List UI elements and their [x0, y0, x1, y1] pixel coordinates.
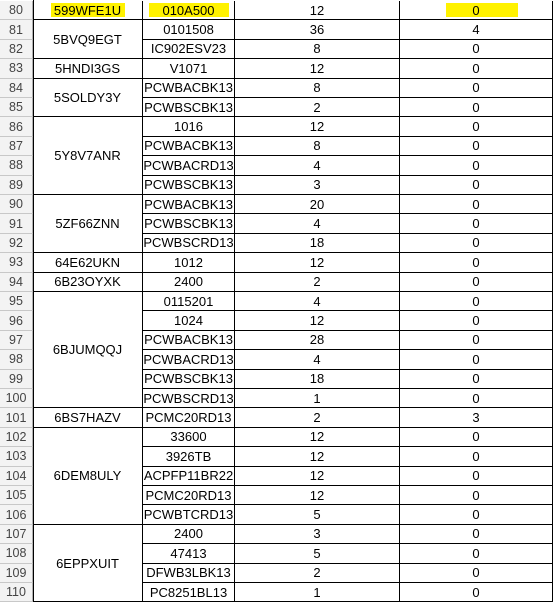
qty-cell[interactable] — [235, 137, 400, 156]
qty-cell-text: 5 — [313, 507, 321, 523]
id-cell-text: 5BVQ9EGT — [53, 31, 122, 47]
code-cell[interactable] — [143, 525, 235, 544]
row-header-text: 108 — [5, 546, 27, 561]
row-header[interactable] — [0, 292, 33, 311]
code-cell[interactable] — [143, 292, 235, 311]
id-cell-text: 5HNDI3GS — [54, 60, 121, 76]
value-cell[interactable] — [400, 234, 553, 253]
qty-cell-text: 5 — [313, 545, 321, 561]
code-cell-text: PCWBSCRD13 — [143, 390, 234, 406]
row-header[interactable] — [0, 331, 33, 350]
row-header-text: 84 — [9, 80, 23, 95]
value-cell-text: 0 — [472, 313, 480, 329]
value-cell-text: 0 — [472, 371, 480, 387]
value-cell[interactable] — [400, 79, 553, 98]
qty-cell[interactable] — [235, 467, 400, 486]
row-header[interactable] — [0, 1, 33, 20]
qty-cell-text: 12 — [309, 468, 325, 484]
code-cell[interactable] — [143, 428, 235, 447]
code-cell-text: 3926TB — [165, 448, 212, 464]
qty-cell-text: 36 — [309, 22, 325, 38]
qty-cell-text: 12 — [309, 487, 325, 503]
qty-cell[interactable] — [235, 525, 400, 544]
value-cell[interactable] — [400, 350, 553, 369]
qty-cell[interactable] — [235, 79, 400, 98]
code-cell[interactable] — [143, 505, 235, 524]
code-cell-text: PC8251BL13 — [149, 584, 228, 600]
row-header-text: 96 — [9, 313, 23, 328]
qty-cell-text: 1 — [313, 390, 321, 406]
value-cell[interactable] — [400, 544, 553, 563]
qty-cell[interactable] — [235, 389, 400, 408]
row-header-text: 104 — [5, 468, 27, 483]
code-cell[interactable] — [143, 20, 235, 39]
value-cell-text: 0 — [472, 216, 480, 232]
row-header-text: 91 — [9, 216, 23, 231]
value-cell[interactable] — [400, 311, 553, 330]
code-cell-text: PCWBACBK13 — [144, 138, 233, 154]
value-cell-text: 0 — [472, 390, 480, 406]
code-cell-text: PCWBACBK13 — [144, 196, 233, 212]
code-cell-text: 1024 — [174, 313, 203, 329]
value-cell-text: 0 — [472, 487, 480, 503]
row-header-text: 92 — [9, 235, 23, 250]
code-cell[interactable] — [143, 214, 235, 233]
value-cell[interactable] — [400, 447, 553, 466]
qty-cell[interactable] — [235, 98, 400, 117]
code-cell-text: 47413 — [170, 545, 207, 561]
qty-cell[interactable] — [235, 20, 400, 39]
qty-cell[interactable] — [235, 544, 400, 563]
qty-cell[interactable] — [235, 505, 400, 524]
row-header[interactable] — [0, 428, 33, 447]
qty-cell[interactable] — [235, 195, 400, 214]
row-header-text: 98 — [9, 352, 23, 367]
id-cell[interactable] — [33, 525, 143, 602]
value-cell[interactable] — [400, 137, 553, 156]
row-header-text: 81 — [9, 22, 23, 37]
qty-cell[interactable] — [235, 234, 400, 253]
value-cell[interactable] — [400, 467, 553, 486]
value-cell-text: 0 — [472, 351, 480, 367]
row-header-text: 110 — [6, 585, 26, 600]
qty-cell[interactable] — [235, 176, 400, 195]
value-cell-text: 0 — [472, 274, 480, 290]
value-cell-text: 0 — [472, 429, 480, 445]
value-cell[interactable] — [400, 370, 553, 389]
code-cell[interactable] — [143, 486, 235, 505]
qty-cell[interactable] — [235, 1, 400, 20]
qty-cell[interactable] — [235, 350, 400, 369]
code-cell-text: PCMC20RD13 — [145, 487, 232, 503]
code-cell[interactable] — [143, 40, 235, 59]
row-header-text: 80 — [9, 3, 23, 18]
value-cell[interactable] — [400, 117, 553, 136]
value-cell[interactable] — [400, 525, 553, 544]
value-cell-text: 0 — [472, 507, 480, 523]
qty-cell[interactable] — [235, 156, 400, 175]
qty-cell[interactable] — [235, 486, 400, 505]
code-cell-text: 010A500 — [162, 2, 215, 18]
row-header[interactable] — [0, 467, 33, 486]
id-cell[interactable] — [33, 408, 143, 427]
code-cell-text: PCWBACRD13 — [143, 351, 234, 367]
code-cell-text: PCWBSCRD13 — [143, 235, 234, 251]
row-header-text: 99 — [9, 371, 23, 386]
id-cell[interactable] — [33, 292, 143, 408]
id-cell-text: 6DEM8ULY — [53, 468, 122, 484]
id-cell-text: 64E62UKN — [54, 254, 121, 270]
row-header-text: 109 — [5, 565, 27, 580]
code-cell[interactable] — [143, 311, 235, 330]
code-cell[interactable] — [143, 544, 235, 563]
id-cell-text: 6EPPXUIT — [56, 555, 119, 571]
row-header-text: 97 — [9, 332, 23, 347]
value-cell-text: 0 — [472, 80, 480, 96]
row-header[interactable] — [0, 389, 33, 408]
id-cell[interactable] — [33, 195, 143, 253]
code-cell[interactable] — [143, 195, 235, 214]
row-header[interactable] — [0, 544, 33, 563]
row-header[interactable] — [0, 117, 33, 136]
row-header-text: 90 — [9, 197, 23, 212]
value-cell-text: 0 — [472, 448, 480, 464]
qty-cell[interactable] — [235, 447, 400, 466]
row-header[interactable] — [0, 98, 33, 117]
code-cell[interactable] — [143, 331, 235, 350]
code-cell[interactable] — [143, 447, 235, 466]
row-header-text: 82 — [9, 41, 23, 56]
value-cell[interactable] — [400, 1, 553, 20]
qty-cell[interactable] — [235, 311, 400, 330]
qty-cell[interactable] — [235, 292, 400, 311]
qty-cell-text: 3 — [313, 526, 321, 542]
code-cell[interactable] — [143, 350, 235, 369]
value-cell[interactable] — [400, 428, 553, 447]
id-cell-text: 6BJUMQQJ — [52, 342, 123, 358]
code-cell[interactable] — [143, 79, 235, 98]
row-header[interactable] — [0, 564, 33, 583]
row-header[interactable] — [0, 273, 33, 292]
row-header-text: 102 — [5, 429, 27, 444]
code-cell[interactable] — [143, 370, 235, 389]
row-header-text: 87 — [9, 138, 23, 153]
value-cell[interactable] — [400, 195, 553, 214]
value-cell-text: 0 — [472, 584, 480, 600]
row-header[interactable] — [0, 20, 33, 39]
qty-cell-text: 18 — [309, 235, 325, 251]
value-cell-text: 4 — [472, 22, 480, 38]
value-cell-text: 0 — [472, 138, 480, 154]
code-cell[interactable] — [143, 156, 235, 175]
value-cell-text: 0 — [472, 545, 480, 561]
value-cell-text: 0 — [472, 235, 480, 251]
qty-cell[interactable] — [235, 40, 400, 59]
code-cell-text: PCWBACBK13 — [144, 80, 233, 96]
code-cell-text: 1012 — [174, 254, 203, 270]
row-header[interactable] — [0, 408, 33, 427]
value-cell[interactable] — [400, 486, 553, 505]
id-cell[interactable] — [33, 59, 143, 78]
row-header[interactable] — [0, 447, 33, 466]
value-cell[interactable] — [400, 176, 553, 195]
code-cell-text: PCWBSCBK13 — [144, 99, 233, 115]
value-cell-text: 0 — [472, 565, 480, 581]
row-header[interactable] — [0, 311, 33, 330]
qty-cell-text: 8 — [313, 138, 321, 154]
qty-cell-text: 28 — [309, 332, 325, 348]
value-cell-text: 0 — [472, 468, 480, 484]
qty-cell-text: 12 — [309, 254, 325, 270]
value-cell-text: 0 — [472, 526, 480, 542]
qty-cell-text: 4 — [313, 216, 321, 232]
value-cell[interactable] — [400, 408, 553, 427]
qty-cell[interactable] — [235, 428, 400, 447]
code-cell-text: 33600 — [170, 429, 207, 445]
code-cell[interactable] — [143, 408, 235, 427]
qty-cell[interactable] — [235, 214, 400, 233]
qty-cell-text: 12 — [309, 60, 325, 76]
qty-cell[interactable] — [235, 59, 400, 78]
row-header[interactable] — [0, 195, 33, 214]
code-cell[interactable] — [143, 583, 235, 602]
value-cell-text: 0 — [472, 41, 480, 57]
value-cell[interactable] — [400, 40, 553, 59]
row-header-text: 93 — [9, 255, 23, 270]
row-header-text: 105 — [5, 488, 27, 503]
code-cell[interactable] — [143, 234, 235, 253]
id-cell-text: 5SOLDY3Y — [53, 89, 122, 105]
value-cell[interactable] — [400, 273, 553, 292]
row-header-text: 103 — [5, 449, 27, 464]
code-cell-text: PCWBACBK13 — [144, 332, 233, 348]
row-header[interactable] — [0, 253, 33, 272]
code-cell-text: PCWBSCBK13 — [144, 216, 233, 232]
qty-cell-text: 2 — [313, 274, 321, 290]
value-cell[interactable] — [400, 59, 553, 78]
code-cell-text: 2400 — [174, 526, 203, 542]
code-cell-text: 2400 — [174, 274, 203, 290]
value-cell-text: 0 — [472, 254, 480, 270]
row-header[interactable] — [0, 370, 33, 389]
qty-cell-text: 8 — [313, 80, 321, 96]
row-header-text: 94 — [9, 274, 23, 289]
row-header[interactable] — [0, 40, 33, 59]
table-left-border — [33, 0, 34, 602]
row-header[interactable] — [0, 79, 33, 98]
id-cell[interactable] — [33, 428, 143, 525]
value-cell-text: 0 — [472, 60, 480, 76]
value-cell[interactable] — [400, 292, 553, 311]
code-cell[interactable] — [143, 98, 235, 117]
qty-cell-text: 18 — [309, 371, 325, 387]
code-cell-text: PCWBSCBK13 — [144, 177, 233, 193]
id-cell-text: 6B23OYXK — [54, 274, 121, 290]
code-cell-text: 0115201 — [163, 293, 214, 309]
code-cell-text: PCWBTCRD13 — [143, 507, 234, 523]
qty-cell[interactable] — [235, 253, 400, 272]
value-cell-text: 3 — [472, 410, 480, 426]
row-header-text: 86 — [9, 119, 23, 134]
row-header-text: 106 — [5, 507, 27, 522]
code-cell-text: V1071 — [169, 60, 208, 76]
value-cell[interactable] — [400, 505, 553, 524]
id-cell[interactable] — [33, 20, 143, 59]
value-cell-text: 0 — [472, 2, 480, 18]
code-cell-text: DFWB3LBK13 — [146, 565, 231, 581]
qty-cell-text: 12 — [309, 313, 325, 329]
value-cell-text: 0 — [472, 293, 480, 309]
highlight-mark — [446, 3, 518, 17]
value-cell-text: 0 — [472, 332, 480, 348]
id-cell[interactable] — [33, 79, 143, 118]
code-cell-text: 0101508 — [163, 22, 214, 38]
value-cell[interactable] — [400, 98, 553, 117]
value-cell-text: 0 — [472, 196, 480, 212]
id-cell[interactable] — [33, 273, 143, 292]
qty-cell[interactable] — [235, 117, 400, 136]
code-cell[interactable] — [143, 564, 235, 583]
row-header-text: 107 — [5, 526, 27, 541]
value-cell[interactable] — [400, 564, 553, 583]
qty-cell[interactable] — [235, 331, 400, 350]
id-cell[interactable] — [33, 117, 143, 195]
qty-cell-text: 12 — [309, 429, 325, 445]
code-cell[interactable] — [143, 59, 235, 78]
row-header[interactable] — [0, 59, 33, 78]
qty-cell[interactable] — [235, 273, 400, 292]
row-header[interactable] — [0, 525, 33, 544]
row-header-text: 95 — [9, 294, 23, 309]
qty-cell-text: 1 — [313, 584, 321, 600]
row-header-text: 89 — [9, 177, 23, 192]
code-cell[interactable] — [143, 176, 235, 195]
qty-cell-text: 2 — [313, 99, 321, 115]
row-header[interactable] — [0, 350, 33, 369]
row-header[interactable] — [0, 214, 33, 233]
id-cell-text: 5Y8V7ANR — [54, 148, 121, 164]
qty-cell[interactable] — [235, 408, 400, 427]
qty-cell-text: 4 — [313, 157, 321, 173]
code-cell-text: 1016 — [174, 119, 203, 135]
row-header-text: 85 — [9, 100, 23, 115]
qty-cell-text: 3 — [313, 177, 321, 193]
value-cell[interactable] — [400, 583, 553, 602]
qty-cell-text: 4 — [313, 351, 321, 367]
code-cell-text: ACPFP11BR22 — [143, 468, 234, 484]
code-cell-text: PCWBSCBK13 — [144, 371, 233, 387]
row-header[interactable] — [0, 486, 33, 505]
value-cell[interactable] — [400, 20, 553, 39]
id-cell-text: 6BS7HAZV — [54, 410, 121, 426]
qty-cell-text: 12 — [309, 448, 325, 464]
code-cell-text: PCMC20RD13 — [145, 410, 232, 426]
value-cell-text: 0 — [472, 119, 480, 135]
id-cell-text: 5ZF66ZNN — [55, 216, 120, 232]
value-cell[interactable] — [400, 253, 553, 272]
qty-cell-text: 2 — [313, 410, 321, 426]
row-header-text: 83 — [9, 61, 23, 76]
value-cell[interactable] — [400, 389, 553, 408]
row-header[interactable] — [0, 176, 33, 195]
qty-cell-text: 12 — [309, 119, 325, 135]
value-cell[interactable] — [400, 214, 553, 233]
code-cell-text: IC902ESV23 — [150, 41, 227, 57]
code-cell[interactable] — [143, 273, 235, 292]
id-cell[interactable] — [33, 1, 143, 20]
value-cell-text: 0 — [472, 157, 480, 173]
value-cell-text: 0 — [472, 99, 480, 115]
qty-cell-text: 4 — [313, 293, 321, 309]
row-header[interactable] — [0, 505, 33, 524]
qty-cell-text: 8 — [313, 41, 321, 57]
row-header-text: 100 — [5, 391, 27, 406]
qty-cell[interactable] — [235, 583, 400, 602]
value-cell[interactable] — [400, 156, 553, 175]
row-header[interactable] — [0, 234, 33, 253]
code-cell[interactable] — [143, 389, 235, 408]
value-cell[interactable] — [400, 331, 553, 350]
qty-cell[interactable] — [235, 370, 400, 389]
row-header[interactable] — [0, 156, 33, 175]
qty-cell-text: 12 — [309, 2, 325, 18]
value-cell-text: 0 — [472, 177, 480, 193]
code-cell[interactable] — [143, 137, 235, 156]
qty-cell-text: 2 — [313, 565, 321, 581]
code-cell-text: PCWBACRD13 — [143, 157, 234, 173]
code-cell[interactable] — [143, 117, 235, 136]
row-header[interactable] — [0, 583, 33, 602]
qty-cell-text: 20 — [309, 196, 325, 212]
id-cell[interactable] — [33, 253, 143, 272]
id-cell-text: 599WFE1U — [53, 2, 122, 18]
code-cell[interactable] — [143, 253, 235, 272]
code-cell[interactable] — [143, 467, 235, 486]
row-header[interactable] — [0, 137, 33, 156]
qty-cell[interactable] — [235, 564, 400, 583]
row-header-text: 101 — [5, 410, 27, 425]
row-header-text: 88 — [9, 158, 23, 173]
